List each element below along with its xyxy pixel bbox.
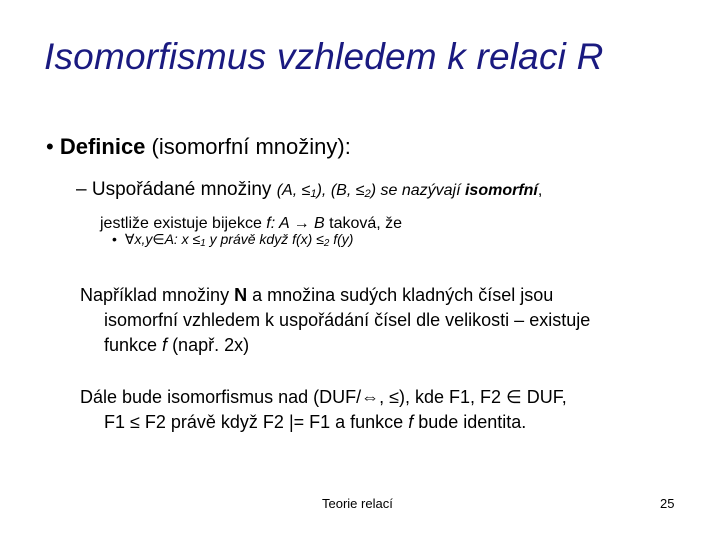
set-n: N [234, 285, 248, 305]
bullet-marker: • [46, 134, 54, 159]
paragraph-line [80, 410, 700, 435]
subscript: 2 [323, 238, 330, 249]
duf-paragraph [80, 385, 700, 435]
text-span: (A, ≤ [276, 182, 311, 199]
definition-bullet [46, 134, 351, 160]
text-span: F1 ≤ F2 právě když F2 |= F1 a funkce [104, 412, 409, 432]
paragraph-line [80, 283, 700, 308]
paragraph-line: isomorfní vzhledem k uspořádání čísel dle velikosti – existuje [104, 310, 591, 330]
math-span: f: A → B [266, 215, 325, 232]
text-span: (např. 2x) [167, 335, 250, 355]
text-span: ∀x,y∈A: x ≤ [124, 231, 201, 247]
term-isomorfni: isomorfní [464, 182, 538, 199]
dash-marker: – [76, 179, 87, 200]
text-span: a množina sudých kladných čísel jsou [247, 285, 554, 305]
definition-text [76, 175, 716, 238]
text-span: , [537, 182, 543, 199]
math-span: f [162, 335, 168, 355]
text-span: taková, že [324, 215, 403, 232]
subscript: 2 [364, 188, 371, 200]
definition-label: Definice [59, 134, 146, 159]
paragraph-line [80, 333, 700, 358]
subscript: 1 [200, 238, 206, 249]
condition-formula [125, 231, 354, 247]
paragraph-line: Dále bude isomorfismus nad (DUF/⇔, ≤), kde F1, F2 ∈ DUF, [80, 387, 567, 407]
definition-line-1 [76, 175, 716, 209]
text-span: Například množiny [80, 285, 235, 305]
text-span: funkce [104, 335, 163, 355]
text-span: ), (B, ≤ [316, 182, 365, 199]
footer-text: Teorie relací [322, 496, 393, 511]
slide-title: Isomorfismus vzhledem k relaci R [44, 36, 604, 77]
text-span: bude identita. [413, 412, 527, 432]
text-span: ) se nazývají [370, 182, 465, 199]
page-number: 25 [660, 496, 675, 511]
text-span: y právě když f(x) ≤ [205, 231, 324, 247]
math-span [277, 182, 465, 199]
definition-subtitle: (isomorfní množiny): [145, 134, 351, 159]
math-span: f [408, 412, 414, 432]
text-span: f(y) [329, 231, 354, 247]
text-span: jestliže existuje bijekce [100, 215, 267, 232]
subscript: 1 [310, 188, 317, 200]
condition-bullet [112, 231, 353, 249]
bullet-marker: • [112, 231, 117, 247]
example-paragraph [80, 283, 700, 358]
text-span: Uspořádané množiny [86, 179, 277, 200]
